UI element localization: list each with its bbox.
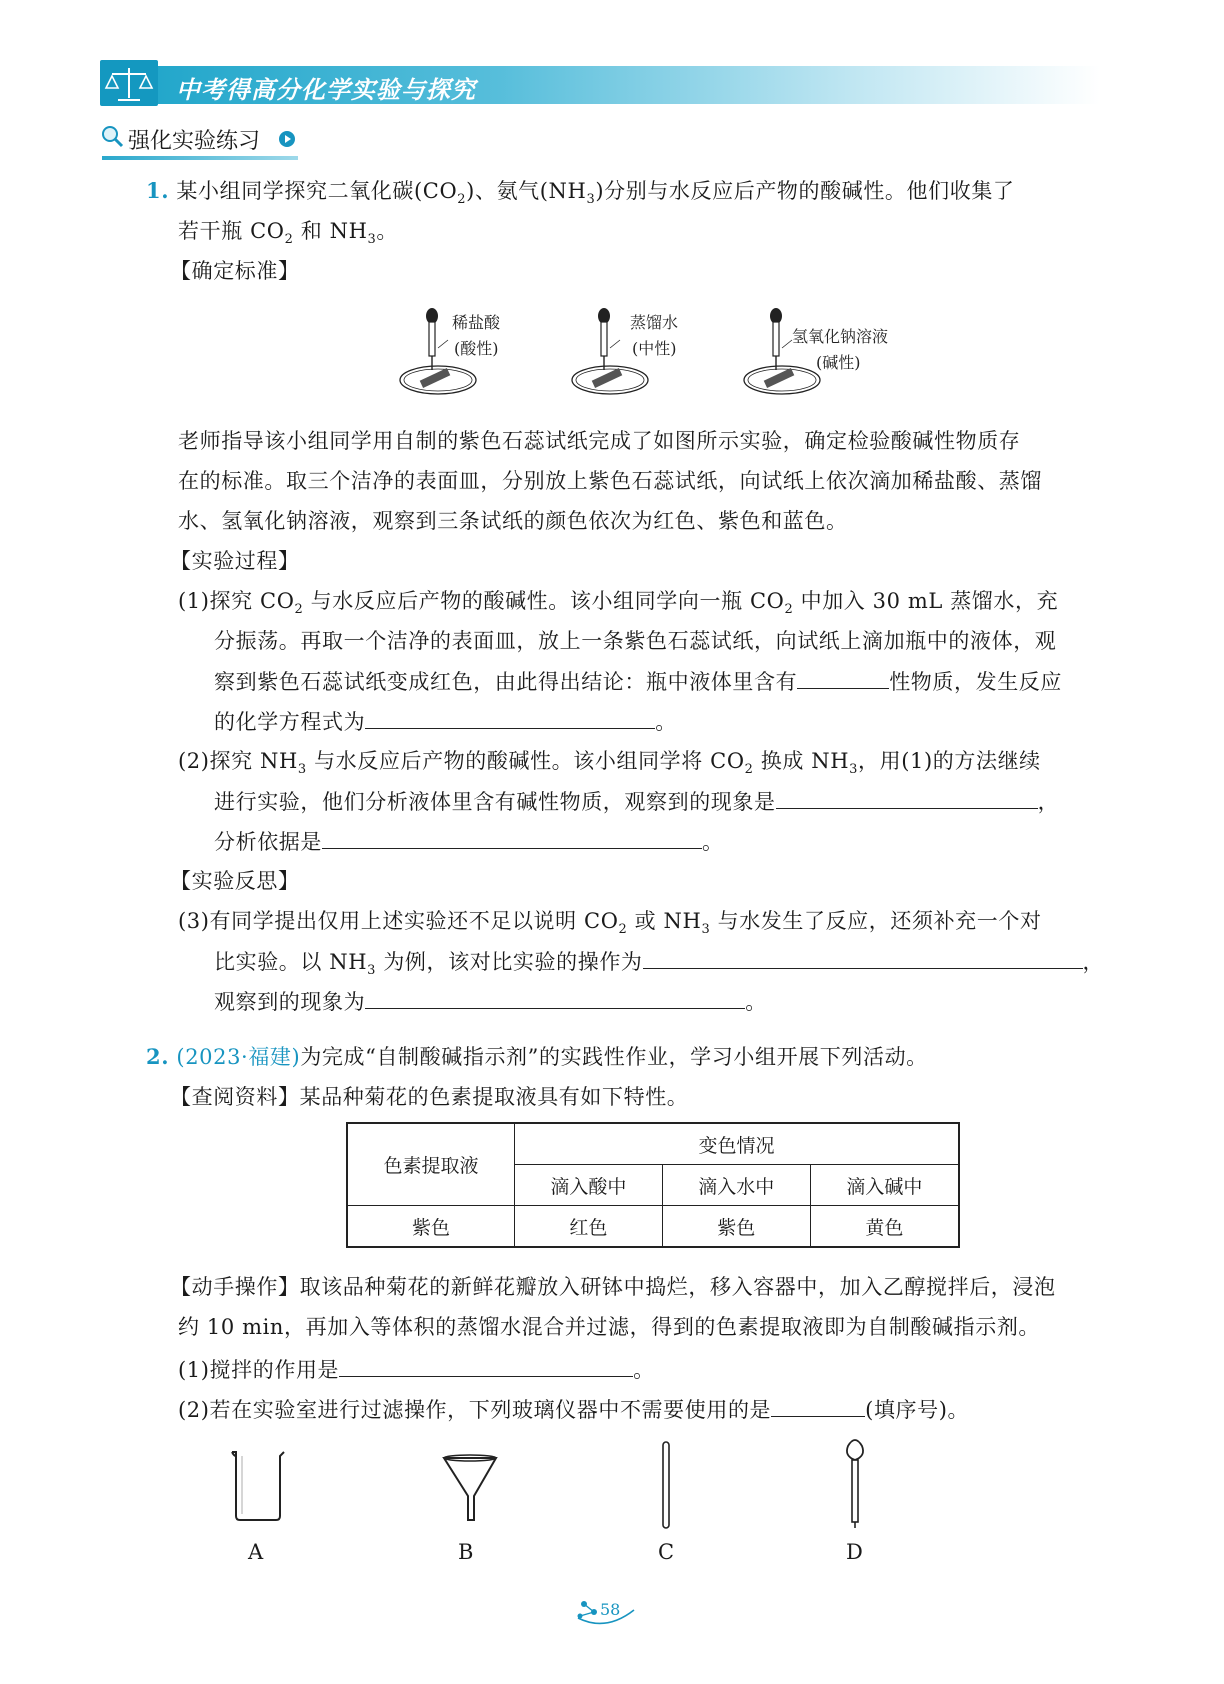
beaker-icon[interactable] [228, 1448, 288, 1528]
label-water: 蒸馏水 [630, 313, 679, 332]
label-water-prop: (中性) [632, 339, 677, 358]
q1-text: 分析依据是 [214, 830, 322, 854]
label-base: 氢氧化钠溶液 [792, 327, 889, 346]
q1-text: 。 [376, 219, 398, 243]
answer-blank[interactable] [797, 666, 889, 689]
q2-text: (填序号)。 [865, 1398, 970, 1422]
subscript: 3 [367, 963, 377, 979]
answer-blank[interactable] [771, 1394, 865, 1417]
option-label-a: A [248, 1540, 264, 1564]
q1-text: ， [1037, 790, 1060, 814]
table-cell: 紫色 [662, 1206, 810, 1248]
q1-number: 1. [146, 178, 170, 203]
q1-text: 与水反应后产物的酸碱性。该小组同学将 CO [306, 749, 745, 773]
table-col-head: 滴入水中 [662, 1165, 810, 1206]
q1-text: (2)探究 NH [178, 749, 298, 773]
table-col-head: 滴入碱中 [810, 1165, 959, 1206]
section-heading: 强化实验练习 [128, 129, 261, 154]
q2-line-2 [170, 1082, 688, 1112]
answer-blank[interactable] [365, 706, 655, 729]
q1-para-line: 在的标准。取三个洁净的表面皿，分别放上紫色石蕊试纸，向试纸上依次滴加稀盐酸、蒸馏 [178, 469, 1042, 493]
q1-text: (1)探究 CO [178, 589, 295, 613]
q1-sub2-line [214, 826, 724, 857]
label-acid-prop: (酸性) [454, 339, 499, 358]
q2-sub1-line [178, 1354, 655, 1385]
subscript: 2 [744, 762, 754, 778]
subscript: 3 [701, 922, 711, 938]
tag-process: 【实验过程】 [170, 549, 300, 573]
q1-text: 与水反应后产物的酸碱性。该小组同学向一瓶 CO [303, 589, 785, 613]
q1-text: 换成 NH [753, 749, 850, 773]
answer-blank[interactable] [339, 1354, 633, 1377]
answer-blank[interactable] [776, 786, 1038, 809]
q2-text: 为完成“自制酸碱指示剂”的实践性作业，学习小组开展下列活动。 [300, 1045, 928, 1069]
q2-text: 取该品种菊花的新鲜花瓣放入研钵中捣烂，移入容器中，加入乙醇搅拌后，浸泡 [299, 1275, 1056, 1299]
table-cell: 黄色 [810, 1206, 959, 1248]
subscript: 3 [297, 762, 307, 778]
q2-source: (2023·福建) [176, 1045, 301, 1069]
table-group-head: 变色情况 [515, 1123, 960, 1165]
q1-text: 观察到的现象为 [214, 990, 366, 1014]
q1-sub2-line [214, 786, 1059, 817]
table-cell: 紫色 [347, 1206, 515, 1248]
table-row-head: 色素提取液 [347, 1123, 515, 1206]
q1-sub1-line [178, 586, 1058, 625]
q2-line-1 [146, 1042, 928, 1072]
q1-text: 中加入 30 mL 蒸馏水，充 [793, 589, 1059, 613]
page-number: 58 [600, 1600, 621, 1619]
subscript: 2 [618, 922, 628, 938]
q1-line-2 [178, 216, 398, 255]
subscript: 3 [849, 762, 859, 778]
q1-text: 或 NH [627, 909, 702, 933]
q1-text: )、氨气(NH [466, 179, 587, 203]
q1-sub2-line [178, 746, 1041, 785]
q2-text: 。 [633, 1358, 655, 1382]
q1-text: 为例，该对比实验的操作为 [376, 950, 643, 974]
q1-para-line: 老师指导该小组同学用自制的紫色石蕊试纸完成了如图所示实验，确定检验酸碱性物质存 [178, 429, 1021, 453]
q2-number: 2. [146, 1044, 170, 1069]
q2-sub2-line [178, 1394, 969, 1425]
subscript: 2 [294, 602, 304, 618]
q1-text: 若干瓶 CO [178, 219, 285, 243]
q1-sub1-line [214, 706, 677, 737]
q1-sub1-line [214, 666, 1062, 697]
q1-para-line: 水、氢氧化钠溶液，观察到三条试纸的颜色依次为红色、紫色和蓝色。 [178, 509, 848, 533]
option-label-c: C [658, 1540, 675, 1564]
q1-text: 。 [745, 990, 767, 1014]
q1-text: 某小组同学探究二氧化碳(CO [176, 179, 458, 203]
q1-text: 比实验。以 NH [214, 950, 368, 974]
q1-text: 进行实验，他们分析液体里含有碱性物质，观察到的现象是 [214, 790, 776, 814]
q1-text: (3)有同学提出仅用上述实验还不足以说明 CO [178, 909, 619, 933]
funnel-icon[interactable] [440, 1448, 500, 1528]
answer-blank[interactable] [643, 946, 1083, 969]
balance-scale-icon [100, 60, 158, 106]
label-acid: 稀盐酸 [452, 313, 501, 332]
q1-text: 和 NH [293, 219, 368, 243]
subscript: 2 [457, 192, 467, 208]
subscript: 2 [284, 232, 294, 248]
subscript: 3 [586, 192, 596, 208]
play-arrow-icon [278, 130, 296, 152]
tag-op: 【动手操作】 [170, 1275, 300, 1299]
q2-text: (2)若在实验室进行过滤操作，下列玻璃仪器中不需要使用的是 [178, 1398, 772, 1422]
q1-text: )分别与水反应后产物的酸碱性。他们收集了 [595, 179, 1015, 203]
answer-blank[interactable] [365, 986, 745, 1009]
subscript: 3 [367, 232, 377, 248]
q2-op-line [170, 1272, 1056, 1302]
q1-sub1-line: 分振荡。再取一个洁净的表面皿，放上一条紫色石蕊试纸，向试纸上滴加瓶中的液体，观 [214, 629, 1057, 653]
q1-sub3-line [214, 986, 767, 1017]
subscript: 2 [784, 602, 794, 618]
table-cell: 红色 [515, 1206, 663, 1248]
answer-blank[interactable] [322, 826, 702, 849]
q1-text: 与水发生了反应，还须补充一个对 [710, 909, 1042, 933]
label-base-prop: (碱性) [816, 353, 861, 372]
q1-text: 察到紫色石蕊试纸变成红色，由此得出结论：瓶中液体里含有 [214, 670, 798, 694]
q1-text: 。 [655, 710, 677, 734]
pigment-table [346, 1122, 960, 1248]
header-title: 中考得高分化学实验与探究 [176, 76, 476, 104]
q1-text: ，用(1)的方法继续 [858, 749, 1041, 773]
q2-op-line: 约 10 min，再加入等体积的蒸馏水混合并过滤，得到的色素提取液即为自制酸碱指示剂。 [178, 1315, 1041, 1339]
option-label-d: D [846, 1540, 863, 1564]
section-rule [102, 156, 298, 160]
magnifier-icon [100, 124, 124, 152]
q2-text: (1)搅拌的作用是 [178, 1358, 340, 1382]
glass-rod-icon[interactable] [656, 1440, 676, 1534]
dropper-icon[interactable] [840, 1434, 870, 1534]
tag-standard: 【确定标准】 [170, 259, 300, 283]
q1-text: 。 [702, 830, 724, 854]
option-label-b: B [458, 1540, 474, 1564]
q1-text: 的化学方程式为 [214, 710, 366, 734]
q1-sub3-line [178, 906, 1042, 945]
q2-text: 某品种菊花的色素提取液具有如下特性。 [299, 1085, 689, 1109]
q1-text: 性物质，发生反应 [889, 670, 1063, 694]
tag-ref: 【查阅资料】 [170, 1085, 300, 1109]
table-col-head: 滴入酸中 [515, 1165, 663, 1206]
q1-text: ， [1082, 950, 1105, 974]
q1-line-1 [146, 176, 1015, 215]
q1-sub3-line [214, 946, 1104, 986]
dropper-icon [744, 308, 820, 394]
tag-reflect: 【实验反思】 [170, 869, 300, 893]
